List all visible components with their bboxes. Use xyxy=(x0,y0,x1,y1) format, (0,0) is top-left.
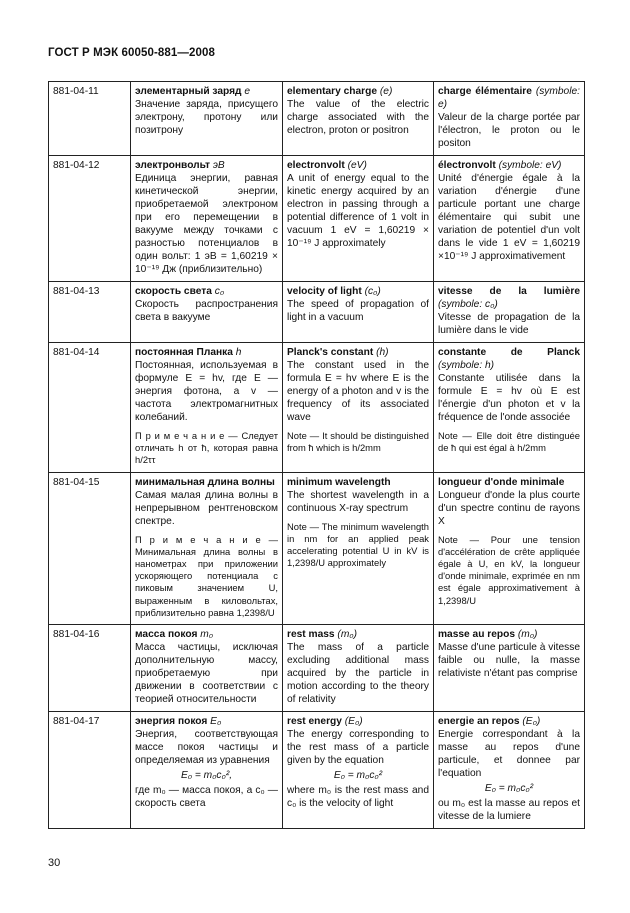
term-cell-fr xyxy=(434,472,585,624)
term-name: vitesse de la lumière xyxy=(438,286,580,297)
table-row xyxy=(49,625,585,712)
term-formula-explanation: ou m₀ est la masse au repos et vitesse de la lumiere xyxy=(438,798,580,823)
term-definition: Энергия, соответствующая массе покоя частицы и определяемая из уравнения xyxy=(135,729,278,767)
term-definition: Constante utilisée dans la formule E = hv où E est l'énergie d'un photon et v la fréquence de l'onde associée xyxy=(438,373,580,423)
term-cell-en xyxy=(283,343,434,473)
term-symbol: (symbole: e) xyxy=(438,86,580,110)
term-code: 881-04-12 xyxy=(49,156,131,282)
term-symbol: (symbole: c₀) xyxy=(438,299,498,310)
term-cell-fr xyxy=(434,82,585,156)
term-symbol: (eV) xyxy=(347,160,367,171)
term-symbol: E₀ xyxy=(210,716,222,728)
term-code: 881-04-15 xyxy=(49,472,131,624)
term-definition: The constant used in the formula E = hv where E is the energy of a photon and v is the frequency of its associated wave xyxy=(287,360,429,423)
term-definition: Vitesse de propagation de la lumière dans le vide xyxy=(438,312,580,336)
term-definition: Masse d'une particule à vitesse faible ou nulle, la masse relativiste n'étant pas comprise xyxy=(438,642,580,680)
term-definition: The energy corresponding to the rest mass of a particle given by the equation xyxy=(287,729,429,767)
table-row xyxy=(49,472,585,624)
table-row xyxy=(49,156,585,282)
term-note: Note — Pour une tension d'accélération de crête appliquée égale à U, en kV, la longueur d'onde minimale, exprimée en nm est égale approximativement à 1,2398/U xyxy=(438,533,580,606)
term-cell-fr xyxy=(434,343,585,473)
term-cell-fr xyxy=(434,625,585,712)
term-code: 881-04-13 xyxy=(49,282,131,343)
term-definition: Единица энергии, равная кинетической энергии, приобретаемой электроном при его перемещении в вакууме между точками с разностью потенциалов в один вольт: 1 эВ = 1,60219 × 10⁻¹⁹ Дж (приблизительно) xyxy=(135,173,278,275)
term-cell-en xyxy=(283,472,434,624)
term-symbol: (c₀) xyxy=(364,286,381,297)
page-header: ГОСТ Р МЭК 60050-881—2008 xyxy=(48,47,215,59)
term-name: charge élémentaire xyxy=(438,86,532,97)
term-name: longueur d'onde minimale xyxy=(438,476,565,488)
term-definition: The value of the electric charge associated with the electron, proton or positron xyxy=(287,99,429,136)
term-cell-ru xyxy=(131,282,283,343)
term-symbol: (symbole: h) xyxy=(438,360,495,371)
term-definition: Постоянная, используемая в формуле E = hv, где E — энергия фотона, а v — частота электромагнитных колебаний. xyxy=(135,360,278,423)
term-note: Note — It should be distinguished from ħ which is h/2mm xyxy=(287,430,429,454)
term-name: minimum wavelength xyxy=(287,476,391,488)
term-name: скорость света xyxy=(135,286,212,297)
term-cell-fr xyxy=(434,156,585,282)
term-note: П р и м е ч а н и е — Следует отличать h от ħ, которая равна h/2ττ xyxy=(135,430,278,466)
term-formula: E₀ = m₀c₀² xyxy=(333,770,383,782)
term-note: П р и м е ч а н и е — Минимальная длина волны в нанометрах при приложении ускоряющего потенциала с пиковым значением U, выраженным в киловольтах, приблизительно равна 1,2398/U xyxy=(135,533,278,618)
term-code: 881-04-17 xyxy=(49,712,131,829)
term-definition: Значение заряда, присущего электрону, протону или позитрону xyxy=(135,99,278,136)
term-name: velocity of light xyxy=(287,286,362,297)
term-definition: The mass of a particle excluding additional mass acquired by the particle in motion according to the theory of relativity xyxy=(287,642,429,706)
table-row xyxy=(49,712,585,829)
terms-table xyxy=(48,81,585,829)
table-row xyxy=(49,82,585,156)
term-name: постоянная Планка xyxy=(135,347,233,358)
term-symbol: эВ xyxy=(212,160,225,171)
term-name: элементарный заряд xyxy=(135,86,242,97)
term-cell-ru xyxy=(131,343,283,473)
term-symbol: (E₀) xyxy=(522,716,541,728)
term-definition: Valeur de la charge portée par l'électron, le proton ou le positon xyxy=(438,112,580,149)
term-symbol: (m₀) xyxy=(337,629,357,641)
term-name: rest mass xyxy=(287,629,335,641)
term-definition: The shortest wavelength in a continuous X-ray spectrum xyxy=(287,489,429,514)
term-note: Note — Elle doit être distinguée de ħ qui est égal à h/2mm xyxy=(438,430,580,454)
term-name: electronvolt xyxy=(287,160,345,171)
term-cell-en xyxy=(283,282,434,343)
term-name: masse au repos xyxy=(438,629,516,641)
term-name: масса покоя xyxy=(135,629,198,641)
term-cell-ru xyxy=(131,156,283,282)
table-row xyxy=(49,282,585,343)
term-formula: E₀ = m₀c₀², xyxy=(180,770,233,782)
term-cell-en xyxy=(283,712,434,829)
term-code: 881-04-16 xyxy=(49,625,131,712)
term-name: rest energy xyxy=(287,716,342,728)
term-definition: Energie correspondant à la masse au repos d'une particule, et donnee par l'equation xyxy=(438,729,580,780)
term-definition: The speed of propagation of light in a vacuum xyxy=(287,299,429,323)
term-definition: Самая малая длина волны в непрерывном рентгеновском спектре. xyxy=(135,489,278,527)
term-code: 881-04-14 xyxy=(49,343,131,473)
term-formula-explanation: where m₀ is the rest mass and c₀ is the velocity of light xyxy=(287,785,429,810)
term-cell-ru xyxy=(131,625,283,712)
term-cell-en xyxy=(283,82,434,156)
table-row xyxy=(49,343,585,473)
term-name: energie an repos xyxy=(438,716,520,728)
term-cell-en xyxy=(283,625,434,712)
term-cell-ru xyxy=(131,472,283,624)
term-cell-ru xyxy=(131,82,283,156)
term-definition: A unit of energy equal to the kinetic energy acquired by an electron in passing through a potential difference of 1 volt in vacuum 1 eV = 1,60219 × 10⁻¹⁹ J approximately xyxy=(287,173,429,249)
term-cell-ru xyxy=(131,712,283,829)
term-formula-explanation: где m₀ — масса покоя, а c₀ — скорость света xyxy=(135,785,278,810)
page-number: 30 xyxy=(48,857,61,869)
term-name: минимальная длина волны xyxy=(135,476,275,488)
term-note: Note — The minimum wavelength in nm for an applied peak accelerating potential U in kV is 1,2398/U approximately xyxy=(287,520,429,569)
term-symbol: (m₀) xyxy=(517,629,538,641)
term-definition: Скорость распространения света в вакууме xyxy=(135,299,278,323)
term-symbol: h xyxy=(235,347,242,358)
term-name: электронвольт xyxy=(135,160,210,171)
term-cell-fr xyxy=(434,282,585,343)
term-symbol: e xyxy=(244,86,251,97)
term-symbol: c₀ xyxy=(214,286,225,297)
term-name: électronvolt xyxy=(438,160,496,171)
term-name: constante de Planck xyxy=(438,347,580,358)
term-name: Planck's constant xyxy=(287,347,374,358)
term-definition: Масса частицы, исключая дополнительную массу, приобретаемую при движении в соответствии с теорией относительности xyxy=(135,642,278,706)
term-definition: Unité d'énergie égale à la variation d'énergie d'une particule portant une charge élémentaire qui subit une variation de potentiel d'un volt dans le vide 1 eV = 1,60219 ×10⁻¹⁹ J approximativement xyxy=(438,173,580,262)
term-symbol: m₀ xyxy=(200,629,214,641)
term-name: энергия покоя xyxy=(135,716,208,728)
term-symbol: (e) xyxy=(379,86,393,97)
term-definition: Longueur d'onde la plus courte d'un spectre continu de rayons X xyxy=(438,489,580,527)
term-symbol: (h) xyxy=(376,347,389,358)
term-cell-en xyxy=(283,156,434,282)
term-cell-fr xyxy=(434,712,585,829)
term-symbol: (E₀) xyxy=(344,716,363,728)
term-formula: E₀ = m₀c₀² xyxy=(484,783,534,795)
term-name: elementary charge xyxy=(287,86,378,97)
term-symbol: (symbole: eV) xyxy=(498,160,562,171)
term-code: 881-04-11 xyxy=(49,82,131,156)
